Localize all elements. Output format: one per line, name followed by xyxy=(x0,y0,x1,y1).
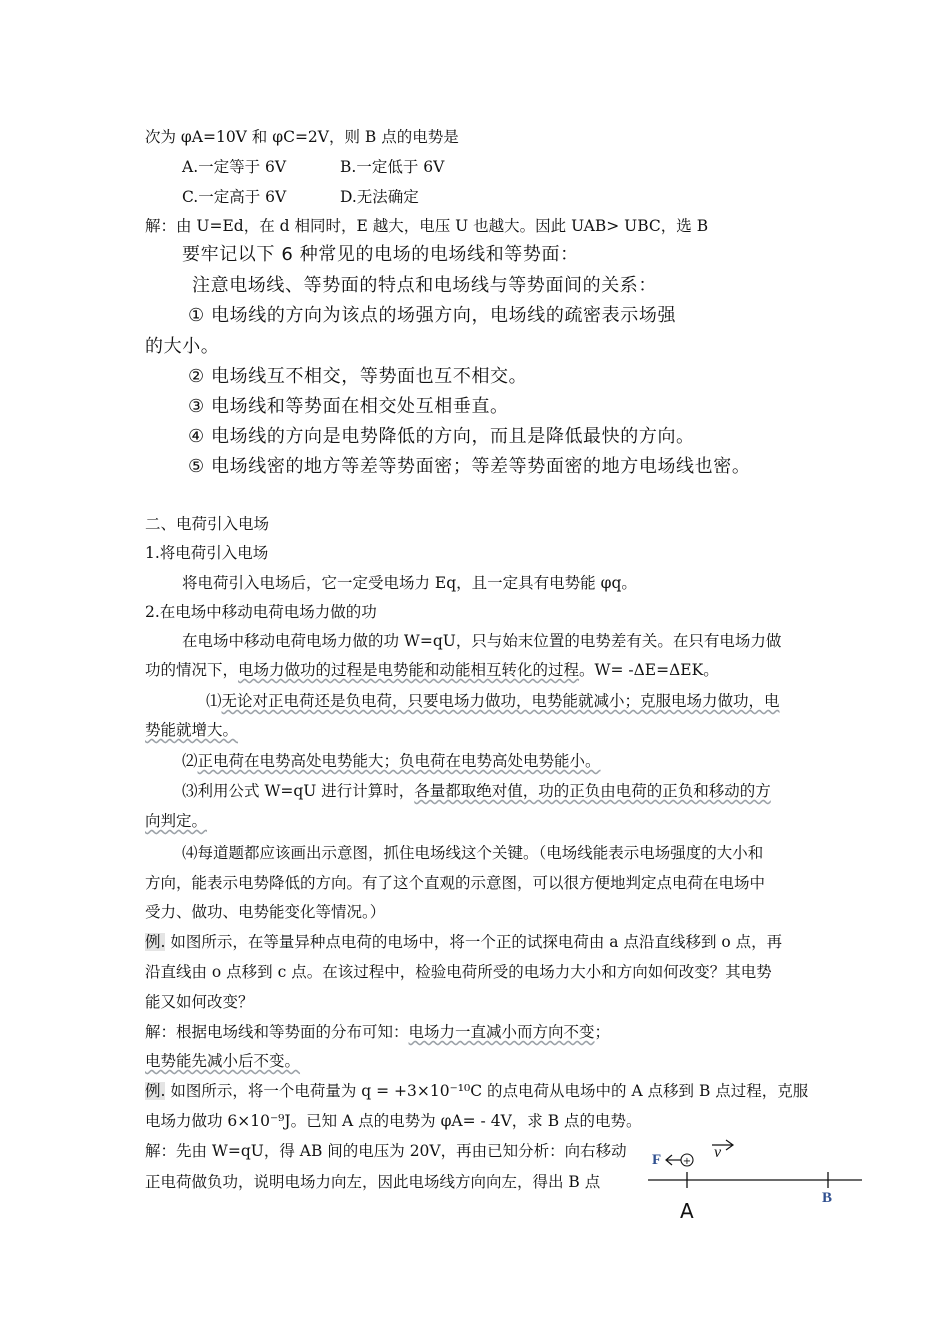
underlined-text: 电场力做功的过程是电势能和动能相互转化的过程 xyxy=(238,661,580,679)
paragraph-2-cont: 功的情况下，电场力做功的过程是电势能和动能相互转化的过程。W= -ΔE=ΔEK。 xyxy=(145,661,719,679)
solution-1: 解：根据电场线和等势面的分布可知：电场力一直减小而方向不变； xyxy=(145,1023,611,1041)
point-1: ① 电场线的方向为该点的场强方向，电场线的疏密表示场强 xyxy=(188,305,677,326)
item-3: ⑶利用公式 W=qU 进行计算时，各量都取绝对值，功的正负由电荷的正负和移动的方 xyxy=(182,782,771,800)
paragraph-2: 在电场中移动电荷电场力做的功 W=qU，只与始末位置的电势差有关。在只有电场力做 xyxy=(182,632,782,650)
point-3: ③ 电场线和等势面在相交处互相垂直。 xyxy=(188,396,509,417)
force-label: F xyxy=(652,1152,662,1168)
option-b: B.一定低于 6V xyxy=(340,158,445,176)
solution-2: 解：先由 W=qU，得 AB 间的电压为 20V，再由已知分析：向右移动 xyxy=(145,1142,627,1160)
example-2: 例. 如图所示，将一个电荷量为 q = +3×10⁻¹⁰C 的点电荷从电场中的 A 点移到 B 点过程，克服 xyxy=(145,1082,809,1100)
point-b-label: B xyxy=(822,1190,833,1206)
example-2-cont: 电场力做功 6×10⁻⁹J。已知 A 点的电势为 φA= - 4V，求 B 点的电势。 xyxy=(145,1112,642,1130)
solution-2-cont: 正电荷做负功，说明电场力向左，因此电场线方向向左，得出 B 点 xyxy=(145,1173,601,1191)
emphasis-line-2: 注意电场线、等势面的特点和电场线与等势面间的关系： xyxy=(192,275,657,296)
item-4: ⑷每道题都应该画出示意图，抓住电场线这个关键。（电场线能表示电场强度的大小和 xyxy=(182,844,764,862)
option-d: D.无法确定 xyxy=(340,188,419,206)
paragraph-1: 将电荷引入电场后，它一定受电场力 Eq，且一定具有电势能 φq。 xyxy=(182,574,637,592)
section-heading: 二、电荷引入电场 xyxy=(145,515,270,533)
example-1-cont-2: 能又如何改变？ xyxy=(145,993,254,1011)
option-a: A.一定等于 6V xyxy=(182,158,287,176)
emphasis-line-1: 要牢记以下 6 种常见的电场的电场线和等势面： xyxy=(182,244,579,265)
point-2: ② 电场线互不相交，等势面也互不相交。 xyxy=(188,366,528,387)
example-1-cont-1: 沿直线由 o 点移到 c 点。在该过程中，检验电荷所受的电场力大小和方向如何改变？其电势 xyxy=(145,963,772,981)
subheading-1: 1.将电荷引入电场 xyxy=(145,544,269,562)
solution-1-cont: 电势能先减小后不变。 xyxy=(145,1052,301,1070)
example-1: 例. 如图所示，在等量异种点电荷的电场中，将一个正的试探电荷由 a 点沿直线移到 o 点，再 xyxy=(145,933,783,951)
solution-line: 解：由 U=Ed，在 d 相同时，E 越大，电压 U 也越大。因此 UAB> UBC，选 B xyxy=(145,217,709,235)
item-2: ⑵正电荷在电势高处电势能大；负电荷在电势高处电势能小。 xyxy=(182,752,601,770)
point-a-label: A xyxy=(680,1199,694,1223)
item-4-cont-1: 方向，能表示电势降低的方向。有了这个直观的示意图，可以很方便地判定点电荷在电场中 xyxy=(145,874,766,892)
option-c: C.一定高于 6V xyxy=(182,188,287,206)
point-1-cont: 的大小。 xyxy=(145,336,220,357)
point-5: ⑤ 电场线密的地方等差等势面密；等差等势面密的地方电场线也密。 xyxy=(188,456,751,477)
item-1: ⑴无论对正电荷还是负电荷，只要电场力做功，电势能就减小；克服电场力做功，电 xyxy=(206,692,780,710)
example-label: 例. xyxy=(145,1082,166,1100)
subheading-2: 2.在电场中移动电荷电场力做的功 xyxy=(145,603,377,621)
question-line: 次为 φA=10V 和 φC=2V，则 B 点的电势是 xyxy=(145,128,459,146)
field-diagram xyxy=(640,1130,870,1230)
item-3-cont: 向判定。 xyxy=(145,812,208,830)
item-1-cont: 势能就增大。 xyxy=(145,721,239,739)
velocity-label: v xyxy=(714,1144,722,1161)
point-4: ④ 电场线的方向是电势降低的方向，而且是降低最快的方向。 xyxy=(188,426,695,447)
charge-sign: + xyxy=(682,1156,692,1167)
item-4-cont-2: 受力、做功、电势能变化等情况。） xyxy=(145,903,386,921)
example-label: 例. xyxy=(145,933,166,951)
